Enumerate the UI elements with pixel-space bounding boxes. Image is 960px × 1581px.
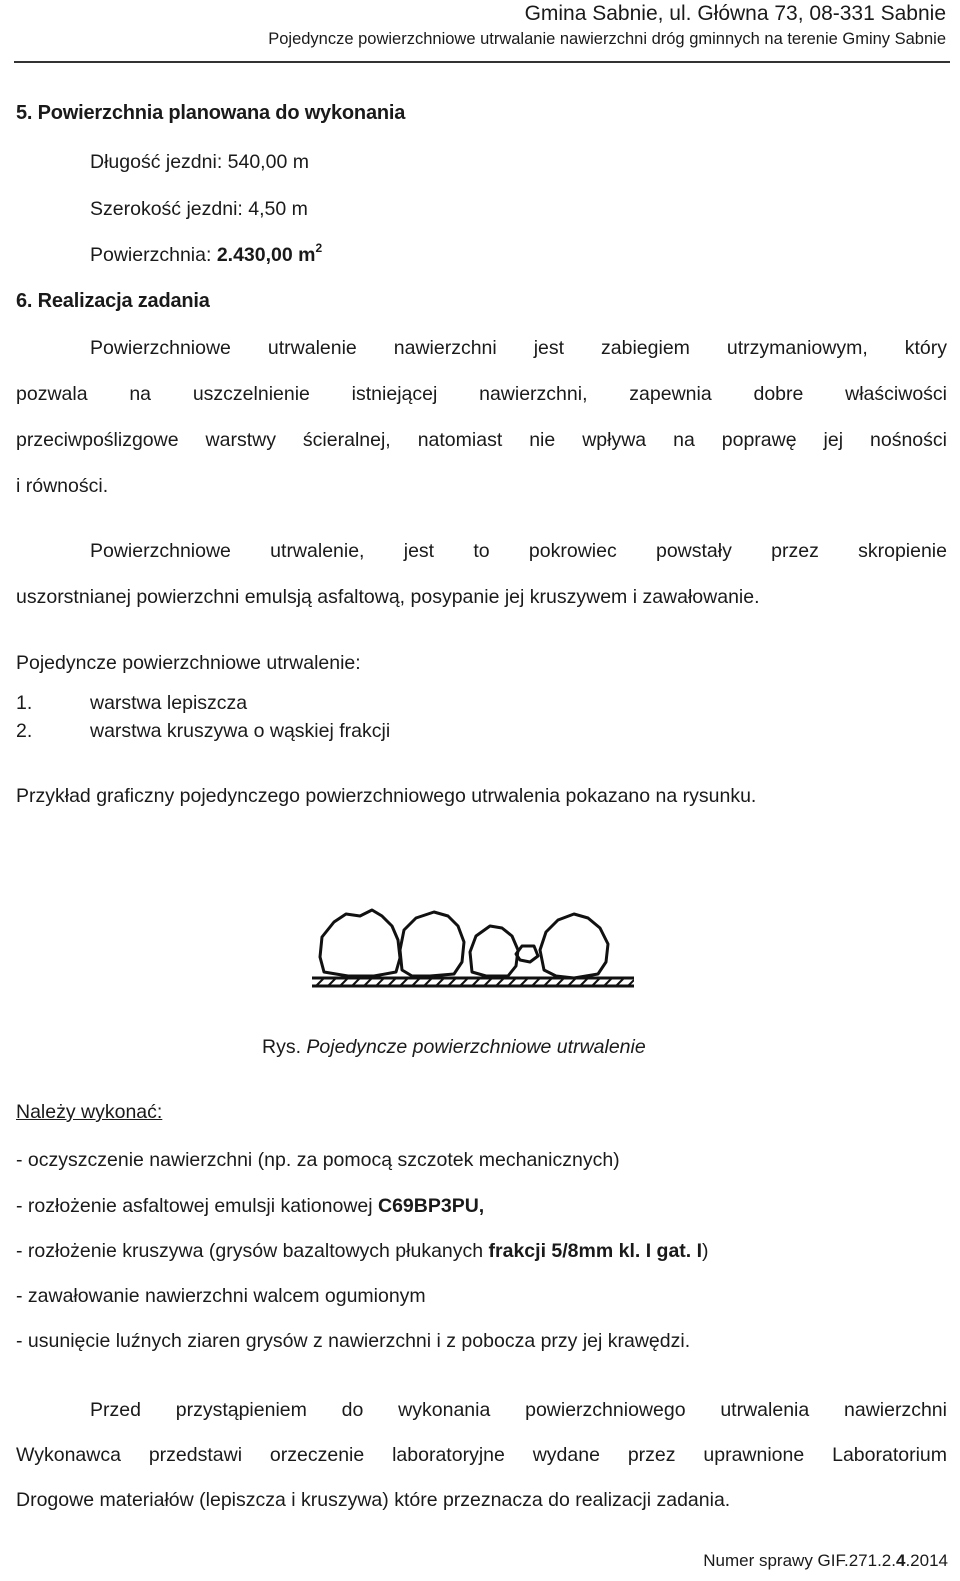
list-item-number: 1. [16, 692, 33, 714]
header-address: Gmina Sabnie, ul. Główna 73, 08-331 Sabnie [524, 2, 946, 25]
para2-line: uszorstnianej powierzchni emulsją asfaltową, posypanie jej kruszywem i zawałowanie. [16, 586, 760, 608]
task-item: - rozłożenie kruszywa (grysów bazaltowych płukanych frakcji 5/8mm kl. I gat. I) [16, 1240, 709, 1262]
task-item: - zawałowanie nawierzchni walcem ogumionym [16, 1285, 426, 1307]
emulsion-type: C69BP3PU, [378, 1195, 485, 1217]
figure-caption [262, 1036, 646, 1059]
road-area-value: 2.430,00 $m^2$ [216, 241, 323, 266]
aggregate-fraction: frakcji 5/8mm kl. I gat. I [488, 1240, 703, 1262]
aggregate-stone [320, 910, 400, 976]
para1-line: pozwala na uszczelnienie istniejącej nawierzchni, zapewnia dobre właściwości [16, 383, 947, 405]
aggregate-stone [516, 946, 538, 962]
case-number: Numer sprawy GIF.271.2.4.2014 [703, 1551, 948, 1570]
closing-line: Drogowe materiałów (lepiszcza i kruszywa) które przeznacza do realizacji zadania. [16, 1489, 731, 1511]
aggregate-stone [400, 912, 464, 976]
task-item: - rozłożenie asfaltowej emulsji kationowej C69BP3PU, [16, 1195, 485, 1217]
section-5-heading: 5. Powierzchnia planowana do wykonania [16, 102, 406, 124]
road-width: Szerokość jezdni: 4,50 m [90, 198, 308, 220]
example-text: Przykład graficzny pojedynczego powierzchniowego utrwalenia pokazano na rysunku. [16, 785, 757, 807]
road-length: Długość jezdni: 540,00 m [90, 151, 309, 173]
list-item-text: warstwa lepiszcza [90, 692, 248, 714]
para1-line: Powierzchniowe utrwalenie nawierzchni jest zabiegiem utrzymaniowym, który [90, 337, 947, 359]
para1-line: i równości. [16, 475, 109, 497]
road-area-label: Powierzchnia: [90, 244, 217, 266]
header-divider [14, 61, 950, 63]
para1-line: przeciwpoślizgowe warstwy ścieralnej, natomiast nie wpływa na poprawę jej nośności [16, 429, 947, 451]
aggregate-stone [470, 926, 518, 976]
para2-line: Powierzchniowe utrwalenie, jest to pokrowiec powstały przez skropienie [90, 540, 947, 562]
task-item: - oczyszczenie nawierzchni (np. za pomocą szczotek mechanicznych) [16, 1149, 620, 1171]
list-item-text: warstwa kruszywa o wąskiej frakcji [90, 720, 391, 742]
section-6-heading: 6. Realizacja zadania [16, 290, 210, 312]
surface-dressing-figure [312, 902, 634, 990]
list-item [16, 692, 32, 715]
figure-caption-title: Pojedyncze powierzchniowe utrwalenie [306, 1036, 646, 1058]
list-item-number: 2. [16, 720, 33, 742]
closing-line: Przed przystąpieniem do wykonania powierzchniowego utrwalenia nawierzchni [90, 1399, 947, 1421]
list-item [16, 720, 32, 743]
task-item: - usunięcie luźnych ziaren grysów z nawierzchni i z pobocza przy jej krawędzi. [16, 1330, 691, 1352]
road-area [90, 241, 323, 267]
header-title: Pojedyncze powierzchniowe utrwalanie nawierzchni dróg gminnych na terenie Gminy Sabnie [268, 30, 946, 48]
figure-caption-prefix: Rys. [262, 1036, 307, 1058]
tasks-title: Należy wykonać: [16, 1101, 163, 1123]
aggregate-stone [540, 914, 608, 978]
list-title: Pojedyncze powierzchniowe utrwalenie: [16, 652, 361, 674]
closing-line: Wykonawca przedstawi orzeczenie laboratoryjne wydane przez uprawnione Laboratorium [16, 1444, 947, 1466]
